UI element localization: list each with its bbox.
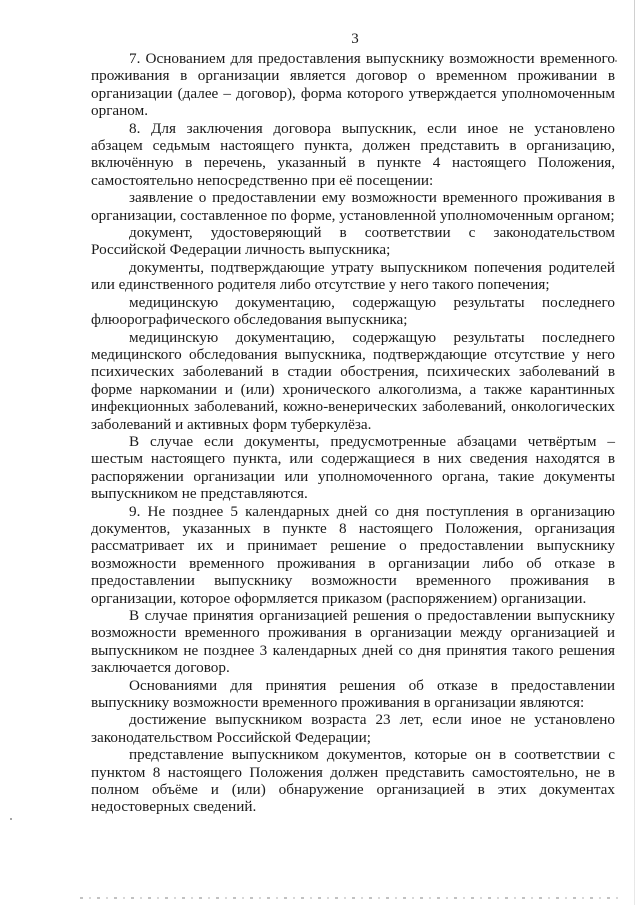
document-body bbox=[91, 50, 615, 816]
list-item-medical-exam: медицинскую документацию, содержащую результаты последнего медицинского обследования выпускника, подтверждающие отсутствие у него психических заболеваний в стадии обострения, психических заболеваний в форме наркомании и (или) хронического алкоголизма, а также карантинных инфекционных заболеваний, кожно-венерических заболеваний, онкологических заболеваний и активных форм туберкулёза. bbox=[91, 328, 615, 433]
paragraph-contract-conclusion: В случае принятия организацией решения о предоставлении выпускнику возможности временного проживания в организации между организацией и выпускником не позднее 3 календарных дней со дня принятия такого решения заключается договор. bbox=[91, 607, 615, 677]
list-item-fluorography: медицинскую документацию, содержащую результаты последнего флюорографического обследования выпускника; bbox=[91, 293, 615, 329]
paragraph-refusal-grounds: Основаниями для принятия решения об отказе в предоставлении выпускнику возможности временного проживания в организации являются: bbox=[91, 676, 615, 712]
scan-speck bbox=[615, 60, 617, 62]
paragraph-7: 7. Основанием для предоставления выпускнику возможности временного проживания в организации является договор о временном проживании в организации (далее – договор), форма которого утверждается уполномоченным органом. bbox=[91, 50, 615, 120]
list-item-incomplete-documents: представление выпускником документов, которые он в соответствии с пунктом 8 настоящего Положения должен представить самостоятельно, не в полном объёме и (или) обнаружение организацией в этих документах недостоверных сведений. bbox=[91, 746, 615, 816]
scan-bottom-noise bbox=[80, 897, 620, 899]
list-item-identity-document: документ, удостоверяющий в соответствии с законодательством Российской Федерации личность выпускника; bbox=[91, 224, 615, 259]
scan-edge-line bbox=[634, 0, 635, 905]
paragraph-documents-exemption: В случае если документы, предусмотренные абзацами четвёртым – шестым настоящего пункта, или содержащиеся в них сведения находятся в распоряжении организации или уполномоченного органа, такие документы выпускником не представляются. bbox=[91, 432, 615, 503]
paragraph-8: 8. Для заключения договора выпускник, если иное не установлено абзацем седьмым настоящего пункта, должен представить в организацию, включённую в перечень, указанный в пункте 4 настоящего Положения, самостоятельно непосредственно при её посещении: bbox=[91, 119, 615, 189]
list-item-application: заявление о предоставлении ему возможности временного проживания в организации, составленное по форме, установленной уполномоченным органом; bbox=[91, 189, 615, 224]
list-item-custody-documents: документы, подтверждающие утрату выпускником попечения родителей или единственного родителя либо отсутствие у него такого попечения; bbox=[91, 258, 615, 294]
scan-speck bbox=[10, 818, 12, 820]
page-number: 3 bbox=[351, 31, 359, 47]
list-item-age-limit: достижение выпускником возраста 23 лет, если иное не установлено законодательством Российской Федерации; bbox=[91, 711, 615, 746]
paragraph-9: 9. Не позднее 5 календарных дней со дня поступления в организацию документов, указанных в пункте 8 настоящего Положения, организация рассматривает их и принимает решение о предоставлении выпускнику возможности временного проживания в организации либо об отказе в предоставлении выпускнику возможности временного проживания в организации, которое оформляется приказом (распоряжением) организации. bbox=[91, 502, 615, 607]
